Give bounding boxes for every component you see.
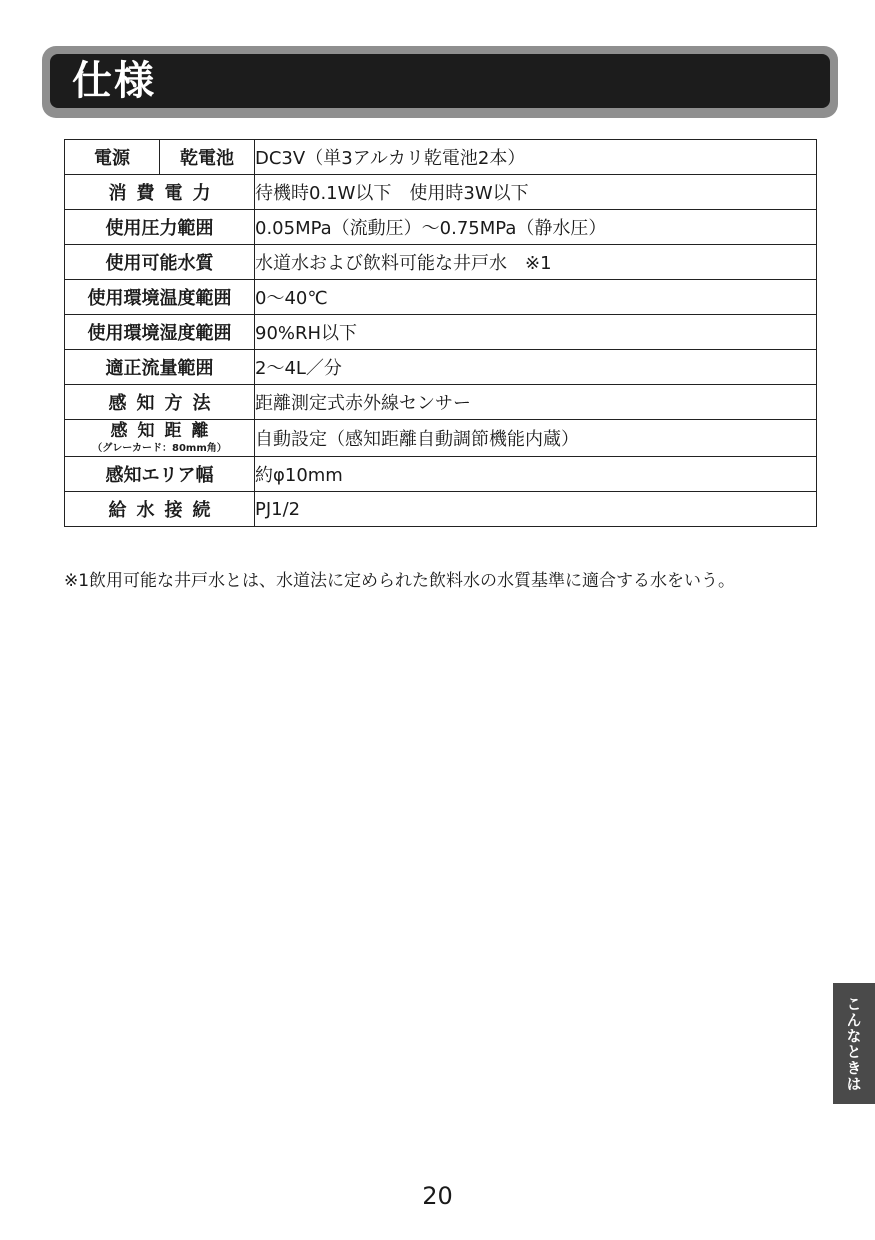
title-bar	[42, 46, 838, 118]
row-label-water-quality: 使用可能水質	[65, 245, 255, 280]
row-label-water-connection: 給水接続	[108, 500, 221, 521]
spec-table	[64, 139, 817, 527]
row-label-flow-rate: 適正流量範囲	[65, 350, 255, 385]
row-label-humidity: 使用環境湿度範囲	[65, 315, 255, 350]
table-row	[65, 457, 817, 492]
row-value-water-connection: PJ1/2	[255, 492, 817, 527]
table-row	[65, 175, 817, 210]
side-tab-troubleshooting[interactable]: こんなときは	[833, 983, 875, 1104]
table-row	[65, 210, 817, 245]
table-row	[65, 280, 817, 315]
row-label-sensing-method: 感知方法	[108, 393, 221, 414]
table-row	[65, 245, 817, 280]
row-value-humidity: 90%RH以下	[255, 315, 817, 350]
row-value-sensing-area: 約φ10mm	[255, 457, 817, 492]
row-value-flow-rate: 2〜4L／分	[255, 350, 817, 385]
table-row	[65, 385, 817, 420]
footnote: ※1飲用可能な井戸水とは、水道法に定められた飲料水の水質基準に適合する水をいう。	[64, 571, 736, 591]
row-label-battery: 乾電池	[160, 140, 255, 175]
row-value-consumption: 待機時0.1W以下 使用時3W以下	[255, 175, 817, 210]
table-row	[65, 350, 817, 385]
table-row	[65, 492, 817, 527]
row-value-sensing-distance: 自動設定（感知距離自動調節機能内蔵）	[255, 420, 817, 457]
row-value-power: DC3V（単3アルカリ乾電池2本）	[255, 140, 817, 175]
table-row	[65, 315, 817, 350]
row-label-power: 電源	[65, 140, 160, 175]
row-label-sensing-area: 感知エリア幅	[65, 457, 255, 492]
table-row	[65, 420, 817, 457]
row-value-temperature: 0〜40℃	[255, 280, 817, 315]
row-label-pressure: 使用圧力範囲	[65, 210, 255, 245]
page-title: 仕様	[72, 58, 156, 104]
row-label-sensing-distance: 感知距離	[110, 421, 219, 441]
row-value-water-quality: 水道水および飲料可能な井戸水 ※1	[255, 245, 817, 280]
row-label-consumption: 消費電力	[108, 183, 221, 204]
page-number: 20	[422, 1182, 453, 1210]
row-sublabel-gray-card: （グレーカード：80mm角）	[92, 443, 227, 454]
row-value-pressure: 0.05MPa（流動圧）〜0.75MPa（静水圧）	[255, 210, 817, 245]
table-row	[65, 140, 817, 175]
title-bar-inner	[50, 54, 830, 108]
row-label-temperature: 使用環境温度範囲	[65, 280, 255, 315]
row-value-sensing-method: 距離測定式赤外線センサー	[255, 385, 817, 420]
